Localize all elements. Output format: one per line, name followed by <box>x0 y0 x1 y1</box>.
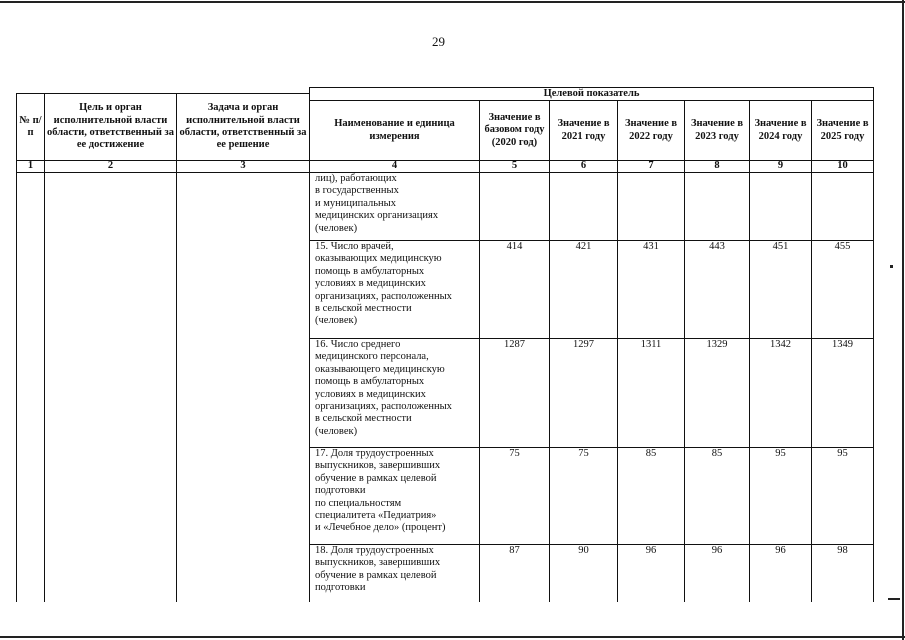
description-line: в государственных <box>315 185 399 197</box>
column-number: 9 <box>777 160 784 171</box>
value-2021: 1297 <box>573 339 594 350</box>
header-num: № п/п <box>19 114 42 138</box>
description-line: обучение в рамках целевой <box>315 472 437 484</box>
scan-mark <box>890 265 893 268</box>
description-line: (человек) <box>315 425 358 437</box>
description-line: условиях в медицинских <box>315 388 426 400</box>
header-2023: Значение в 2023 году <box>690 118 744 142</box>
value-2023: 85 <box>711 448 723 459</box>
description-line: и «Лечебное дело» (процент) <box>315 522 446 534</box>
value-2025: 1349 <box>832 339 853 350</box>
value-2022: 85 <box>645 448 657 459</box>
indicator-description <box>310 448 479 535</box>
column-number: 4 <box>391 160 398 171</box>
header-goal: Цель и орган исполнительной власти области, ответственный за ее достижение <box>47 102 174 151</box>
description-line: (человек) <box>315 222 358 234</box>
description-line: 18. Доля трудоустроенных <box>315 545 434 556</box>
description-line: в сельской местности <box>315 413 412 425</box>
scan-mark <box>888 598 900 600</box>
description-line: условиях в медицинских <box>315 278 426 290</box>
header-target-group: Целевой показатель <box>543 87 640 99</box>
indicator-description <box>310 545 479 595</box>
description-line: оказывающего медицинскую <box>315 363 445 375</box>
description-line: оказывающих медицинскую <box>315 253 442 265</box>
value-2023: 96 <box>711 545 723 556</box>
value-2021: 90 <box>578 545 589 556</box>
description-line: организациях, расположенных <box>315 290 452 302</box>
value-base: 87 <box>509 545 520 556</box>
description-line: (человек) <box>315 315 358 327</box>
page-number: 29 <box>432 34 445 49</box>
description-line: 17. Доля трудоустроенных <box>315 448 434 459</box>
value-2021: 421 <box>575 241 592 252</box>
description-line: и муниципальных <box>315 197 396 209</box>
header-2021: Значение в 2021 году <box>557 118 610 142</box>
value-2025: 455 <box>834 241 851 252</box>
description-line: лиц), работающих <box>315 173 397 184</box>
indicator-description <box>310 339 479 438</box>
value-base: 75 <box>509 448 520 459</box>
column-number: 10 <box>837 160 848 171</box>
description-line: помощь в амбулаторных <box>315 376 425 388</box>
value-base: 1287 <box>504 339 525 350</box>
scan-top-edge <box>0 1 905 3</box>
description-line: медицинских организациях <box>315 210 439 222</box>
header-2022: Значение в 2022 году <box>624 118 678 142</box>
value-2025: 98 <box>837 545 848 556</box>
description-line: специалитета «Педиатрия» <box>315 510 437 522</box>
description-line: организациях, расположенных <box>315 401 452 413</box>
description-line: выпускников, завершивших <box>315 460 441 472</box>
scan-bottom-edge <box>0 636 905 638</box>
column-number: 7 <box>648 160 654 171</box>
description-line: по специальностям <box>315 497 402 509</box>
value-2021: 75 <box>578 448 589 459</box>
value-2022: 1311 <box>640 339 662 350</box>
column-number: 1 <box>27 160 34 171</box>
value-2025: 95 <box>837 448 848 459</box>
column-number: 5 <box>511 160 518 171</box>
header-2025: Значение в 2025 году <box>816 118 869 142</box>
header-task: Задача и орган исполнительной власти области, ответственный за ее решение <box>179 102 307 151</box>
value-2024: 451 <box>772 241 789 252</box>
value-2022: 96 <box>645 545 657 556</box>
value-2024: 95 <box>775 448 786 459</box>
value-2024: 96 <box>775 545 786 556</box>
description-line: подготовки <box>315 582 366 594</box>
header-name-unit: Наименование и единица измерения <box>334 118 455 142</box>
value-2022: 431 <box>643 241 659 252</box>
description-line: 15. Число врачей, <box>315 241 394 252</box>
description-line: 16. Число среднего <box>315 339 401 350</box>
description-line: выпускников, завершивших <box>315 557 441 569</box>
column-number: 3 <box>240 160 246 171</box>
column-number: 2 <box>107 160 114 171</box>
header-base-year: Значение в базовом году (2020 год) <box>484 111 545 148</box>
description-line: помощь в амбулаторных <box>315 265 425 277</box>
header-2024: Значение в 2024 году <box>754 118 807 142</box>
scan-right-edge <box>902 0 904 640</box>
table-rule <box>873 87 874 602</box>
description-line: в сельской местности <box>315 303 412 315</box>
indicator-description <box>310 241 479 328</box>
description-line: обучение в рамках целевой <box>315 569 437 581</box>
value-base: 414 <box>506 241 523 252</box>
description-line: подготовки <box>315 485 366 497</box>
column-number: 6 <box>580 160 587 171</box>
indicator-description <box>310 173 479 235</box>
value-2023: 443 <box>709 241 725 252</box>
description-line: медицинского персонала, <box>315 351 429 363</box>
value-2024: 1342 <box>770 339 791 350</box>
value-2023: 1329 <box>706 339 728 350</box>
column-number: 8 <box>714 160 720 171</box>
